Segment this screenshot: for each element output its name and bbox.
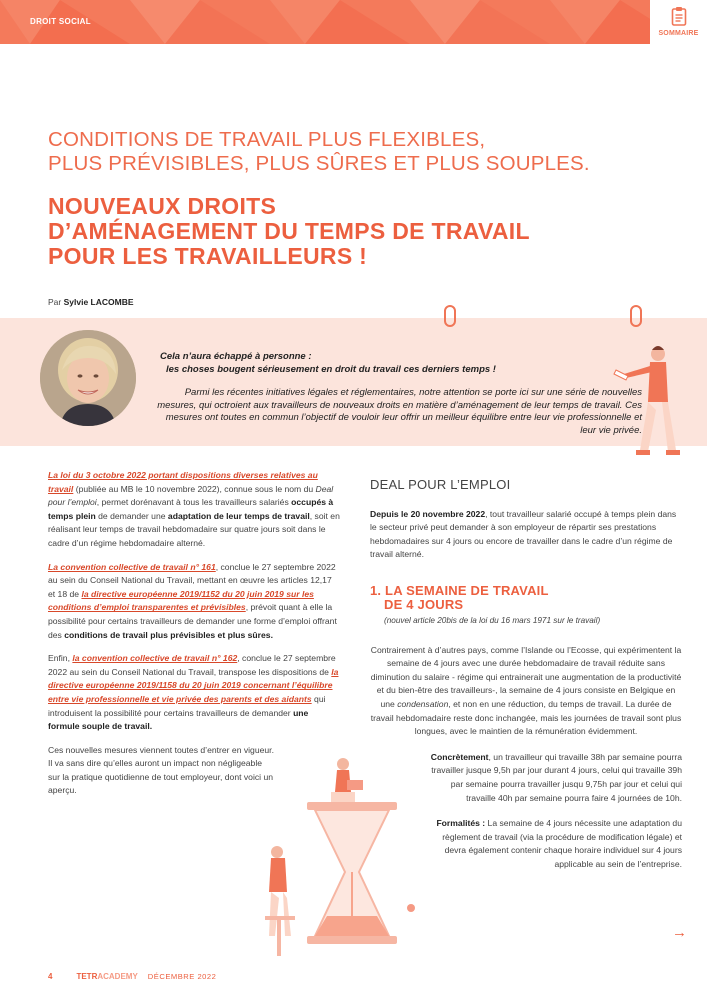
supertitle-line-2: PLUS PRÉVISIBLES, PLUS SÛRES ET PLUS SOUPLES.: [48, 152, 590, 175]
author-portrait: [40, 330, 136, 426]
arrow-right-icon[interactable]: →: [672, 924, 687, 941]
text-span: une formule souple de travail.: [48, 707, 309, 732]
text-span: de demander une: [95, 510, 168, 521]
text-span: , conclue le 27 septembre 2022 au sein du Conseil National du Travail, mettant en œuvre les articles 12,17 et 18 de: [48, 561, 336, 599]
right-paragraph-3: [370, 751, 682, 805]
header-pattern: [0, 0, 707, 44]
text-span: occupés à temps plein: [48, 497, 334, 521]
text-span: , permet dorénavant à tous les travailleurs salariés: [96, 497, 292, 508]
text-span: qui introduisent la possibilité pour certains travailleurs de demander: [48, 693, 326, 718]
text-span: (publiée au MB le 10 novembre 2022), connue sous le nom du: [73, 483, 316, 494]
section-heading-line-1: 1. LA SEMAINE DE TRAVAIL: [370, 582, 549, 598]
section-subtitle: (nouvel article 20bis de la loi du 16 mars 1971 sur le travail): [384, 615, 601, 625]
text-span: condensation: [397, 698, 449, 709]
text-span: Formalités :: [436, 818, 486, 829]
intro-lead-line-1: Cela n’aura échappé à personne :: [160, 351, 312, 362]
text-span: , soit en réalisant leur temps de travail hebdomadaire sur quatre jours soit dans le cadre d’un régime hebdomadaire alterné.: [48, 510, 340, 548]
text-span: , conclue le 27 septembre 2022 au sein du Conseil National du Travail, transpose les dispositions de: [48, 653, 336, 677]
author-avatar: [40, 330, 136, 426]
sommaire-button[interactable]: [650, 0, 707, 44]
author-name: Sylvie LACOMBE: [63, 297, 134, 307]
left-paragraph-4: Ces nouvelles mesures viennent toutes d’entrer en vigueur. Il va sans dire qu’elles auront un impact non négligeable sur la pratique quotidienne de tout employeur, dont voici un aperçu.: [48, 744, 274, 796]
binder-ring: [444, 305, 456, 327]
right-column: [370, 478, 682, 871]
left-paragraph-2: [48, 561, 340, 643]
text-span: , prévoit quant à elle la possibilité pour certains travailleurs de demander une forme d’emploi offrant des: [48, 602, 337, 640]
byline: [48, 297, 134, 307]
text-span: Deal pour l’emploi: [48, 483, 334, 508]
cct-161-link[interactable]: La convention collective de travail n° 161: [48, 561, 216, 572]
footer: [48, 969, 216, 983]
intro-text: [150, 351, 642, 449]
article-supertitle: [48, 128, 668, 176]
title-line-3: POUR LES TRAVAILLEURS !: [48, 243, 368, 269]
logo-part-2: ACADEMY: [97, 971, 138, 981]
title-line-2: D’AMÉNAGEMENT DU TEMPS DE TRAVAIL: [48, 218, 530, 244]
left-paragraph-3: [48, 652, 340, 734]
intro-lead-line-2: les choses bougent sérieusement en droit du travail ces derniers temps !: [166, 363, 496, 375]
right-paragraph-1: [370, 508, 682, 562]
text-span: Depuis le 20 novembre 2022: [370, 508, 486, 519]
right-paragraph-4: [370, 817, 682, 871]
text-span: adaptation de leur temps de travail: [167, 510, 310, 521]
clipboard-icon: [671, 6, 687, 26]
header-band: [0, 0, 707, 44]
intro-body: Parmi les récentes initiatives légales et réglementaires, notre attention se porte ici sur une série de nouvelles mesures, qui octroient aux travailleurs de nouveaux droits en matière d’aménagement de leur temps de travail. Ces mesures ont toutes en commun l’objectif de vouloir leur offrir un meilleur équilibre entre leur vie professionnelle et leur vie privée.: [157, 387, 642, 436]
cct-162-link[interactable]: la convention collective de travail n° 162: [72, 653, 238, 664]
logo-part-1: TETR: [76, 971, 98, 981]
title-line-1: NOUVEAUX DROITS: [48, 193, 277, 219]
text-span: Enfin,: [48, 653, 73, 664]
deal-heading: DEAL POUR L’EMPLOI: [370, 477, 511, 492]
section-label: DROIT SOCIAL: [30, 17, 91, 26]
sommaire-label: SOMMAIRE: [658, 30, 699, 37]
text-span: , tout travailleur salarié occupé à temps plein dans le secteur privé peut demander à son employeur de répartir ses prestations hebdomadaires sur 4 jours ou encore de travailler dans le cadre d’un régime de travail alterné.: [370, 508, 677, 560]
page-number: 4: [48, 971, 53, 981]
issue-date: DÉCEMBRE 2022: [147, 971, 217, 981]
text-span: conditions de travail plus prévisibles et plus sûres.: [64, 629, 273, 640]
supertitle-line-1: CONDITIONS DE TRAVAIL PLUS FLEXIBLES,: [48, 128, 486, 151]
section-heading-line-2: DE 4 JOURS: [384, 596, 464, 612]
intro-lead: [150, 351, 642, 376]
section-heading: [370, 584, 682, 612]
law-link[interactable]: La loi du 3 octobre 2022 portant dispositions diverses relatives au travail: [48, 470, 318, 494]
text-span: La semaine de 4 jours nécessite une adaptation du règlement de travail (via la procédure de modification légale) et devra également contenir chaque horaire individuel sur 4 jours applicable au sein de l’entreprise.: [442, 818, 682, 869]
text-span: , et non en une réduction, du temps de travail. La durée de travail hebdomadaire reste donc inchangée, mais les journées de travail sont plus longues, avec le maintien de la rémunération évidemment.: [370, 698, 682, 737]
text-span: , un travailleur qui travaille 38h par semaine pourra travailler jusque 9,5h par jour durant 4 jours, celui qui travaille 39h par semaine pourra travailler jusqu 9,75h par jour et celui qui travaille 40h par semaine pourra faire 4 journées de 10h.: [431, 751, 682, 803]
directive-2019-1152-link[interactable]: la directive européenne 2019/1152 du 20 juin 2019 sur les conditions d’emploi transparentes et prévisibles: [48, 588, 314, 613]
byline-prefix: Par: [48, 297, 64, 307]
text-span: Contrairement à d’autres pays, comme l’Islande ou l’Ecosse, qui expérimentent la semaine de 4 jours avec une durée hebdomadaire de travail réduite sans diminution du salaire - régime qui entrainerait une augmentation de la productivité et du bien-être des travailleurs-, la semaine de 4 jours consiste en Belgique en une: [370, 644, 682, 709]
directive-2019-1158-link[interactable]: la directive européenne 2019/1158 du 20 juin 2019 concernant l’équilibre entre vie professionnelle et vie privée des parents et des aidants: [48, 666, 339, 704]
article-title: [48, 194, 668, 269]
right-paragraph-2: [370, 644, 682, 739]
text-span: Concrètement: [430, 751, 489, 762]
left-paragraph-1: [48, 469, 340, 551]
tetracademy-logo: [76, 972, 137, 981]
binder-ring: [630, 305, 642, 327]
